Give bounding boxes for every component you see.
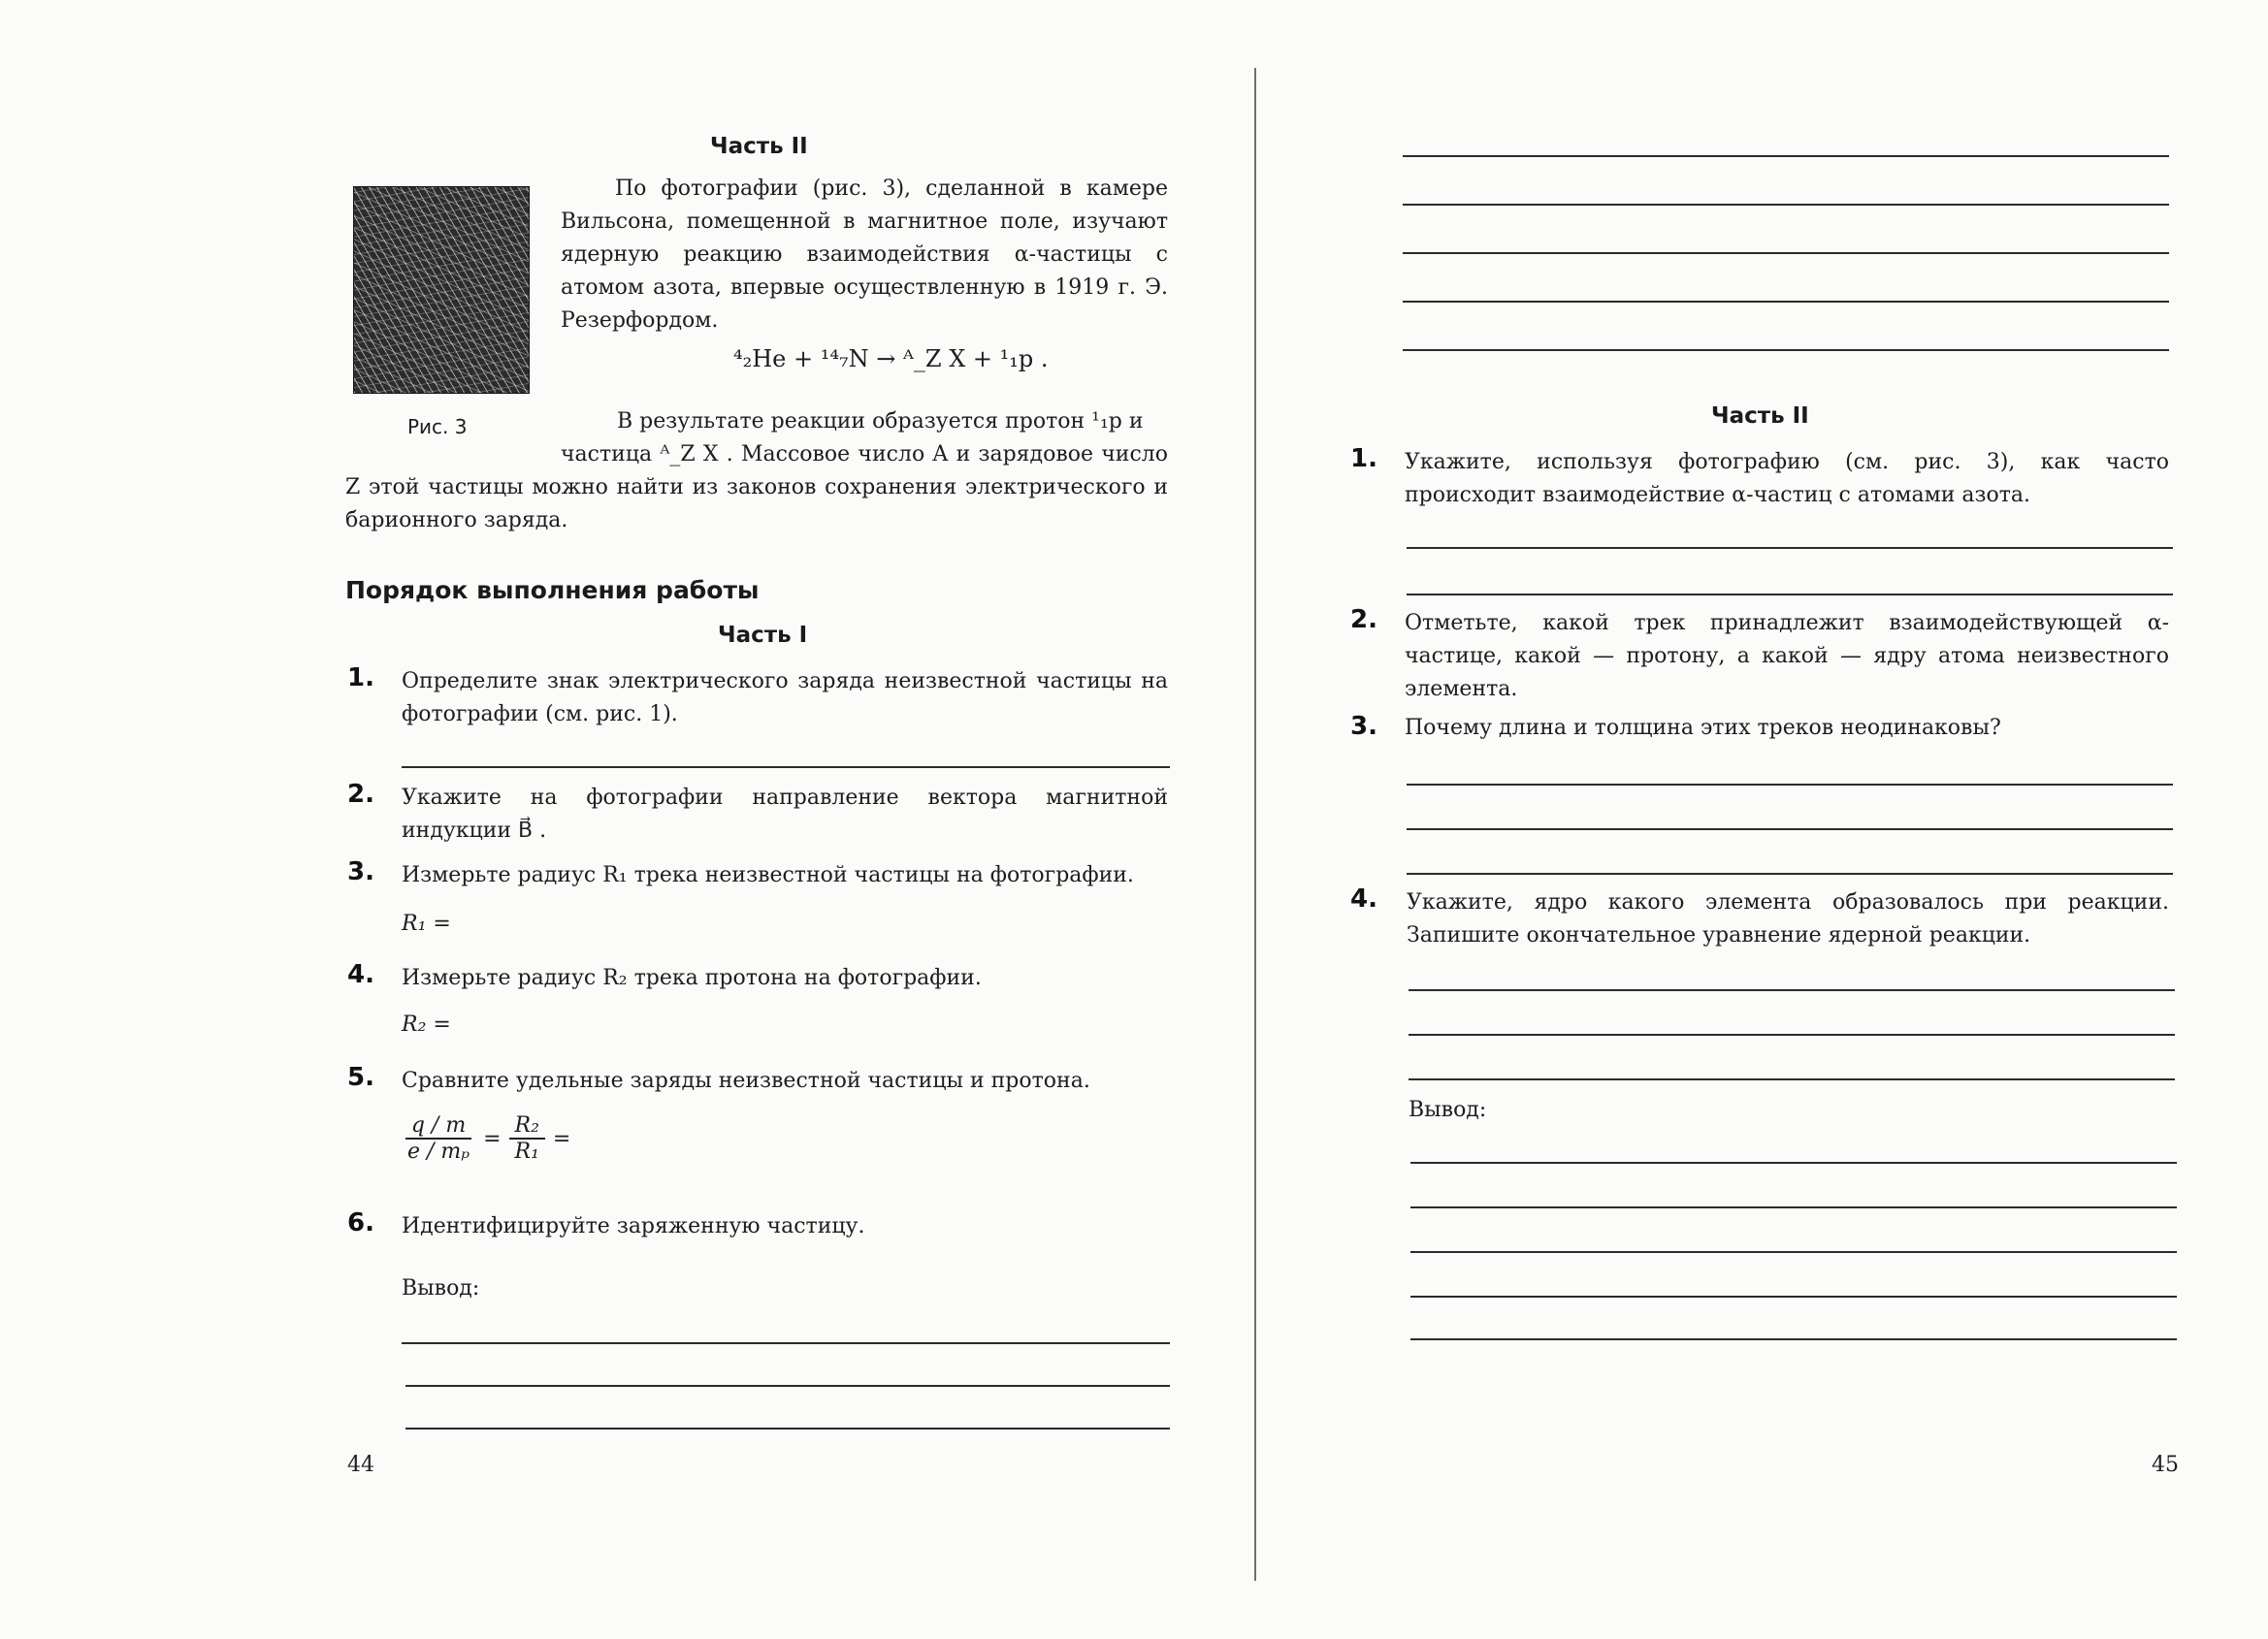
- answer-line: [1409, 1034, 2175, 1036]
- answer-line: [405, 1385, 1170, 1387]
- item-1-text: Укажите, используя фотографию (см. рис. 3), как часто происходит взаимодействие α-частиц с атомами азота.: [1405, 450, 2169, 507]
- equals-sign: =: [483, 1126, 502, 1151]
- item-5-number: 5.: [347, 1063, 374, 1092]
- page-number: 45: [2152, 1453, 2179, 1477]
- intro-paragraph: По фотографии (рис. 3), сделанной в камере Вильсона, помещенной в магнитное поле, изучают ядерную реакцию взаимодействия α-частицы с атомом азота, впервые осуществленную в 1919 г. Э. Резерфордом.: [561, 177, 1168, 333]
- part2-heading: Часть II: [1711, 403, 1809, 429]
- item-2-text: Отметьте, какой трек принадлежит взаимодействующей α-частице, какой — протону, а какой — ядру атома неизвестного элемента.: [1405, 611, 2169, 701]
- answer-line: [1403, 204, 2169, 206]
- item-4-text: Измерьте радиус R₂ трека протона на фотографии.: [402, 966, 982, 990]
- answer-line: [405, 1428, 1170, 1430]
- right-page: [1257, 0, 2268, 1639]
- reaction-equation: ⁴₂He + ¹⁴₇N → ᴬ_Z X + ¹₁p .: [733, 345, 1049, 372]
- radius-ratio-fraction: [509, 1113, 545, 1164]
- charge-ratio-denominator: e / mₚ: [407, 1140, 470, 1164]
- answer-line: [1407, 784, 2173, 786]
- item-2-number: 2.: [347, 780, 374, 809]
- item-4-number: 4.: [347, 960, 374, 989]
- answer-line: [1410, 1338, 2177, 1340]
- conclusion-label: Вывод:: [402, 1276, 480, 1301]
- answer-line: [402, 766, 1170, 768]
- procedure-heading: Порядок выполнения работы: [345, 576, 760, 604]
- item-3-number: 3.: [1350, 712, 1377, 741]
- result-line-1: В результате реакции образуется протон ¹₁p и: [617, 409, 1144, 434]
- answer-line: [1403, 349, 2169, 351]
- item-1-text: Определите знак электрического заряда неизвестной частицы на фотографии (см. рис. 1).: [402, 669, 1168, 726]
- answer-line: [1410, 1206, 2177, 1208]
- part1-heading: Часть I: [718, 623, 808, 648]
- r2-answer-label: R₂ =: [402, 1012, 451, 1037]
- radius-ratio-denominator: R₁: [514, 1140, 539, 1164]
- answer-line: [1407, 547, 2173, 549]
- charge-ratio-fraction: [402, 1113, 475, 1164]
- cloud-chamber-photo: [353, 186, 530, 394]
- item-4-number: 4.: [1350, 884, 1377, 914]
- answer-line: [1407, 873, 2173, 875]
- page-number: 44: [347, 1453, 374, 1477]
- item-3-text: Измерьте радиус R₁ трека неизвестной частицы на фотографии.: [402, 863, 1134, 887]
- part2-heading: Часть II: [710, 134, 808, 159]
- result-paragraph: частица ᴬ_Z X . Массовое число A и зарядовое число Z этой частицы можно найти из законов сохранения электрического и барионного заряда.: [345, 442, 1168, 532]
- item-3-text: Почему длина и толщина этих треков неодинаковы?: [1405, 716, 2001, 740]
- answer-line: [1407, 828, 2173, 830]
- answer-line: [1403, 301, 2169, 303]
- item-6-text: Идентифицируйте заряженную частицу.: [402, 1214, 865, 1238]
- answer-line: [1410, 1162, 2177, 1164]
- item-2-text: Укажите на фотографии направление вектора магнитной индукции B⃗ .: [402, 786, 1168, 843]
- book-spine: [1254, 68, 1256, 1581]
- item-2-number: 2.: [1350, 605, 1377, 634]
- item-4-text: Укажите, ядро какого элемента образовалось при реакции. Запишите окончательное уравнение ядерной реакции.: [1407, 890, 2169, 948]
- figure-caption: Рис. 3: [407, 415, 468, 438]
- answer-line: [1410, 1296, 2177, 1298]
- conclusion-label: Вывод:: [1409, 1098, 1487, 1122]
- equals-sign: =: [552, 1126, 571, 1151]
- item-3-number: 3.: [347, 857, 374, 886]
- answer-line: [1409, 1078, 2175, 1080]
- item-6-number: 6.: [347, 1208, 374, 1237]
- answer-line: [1403, 155, 2169, 157]
- item-1-number: 1.: [347, 663, 374, 692]
- item-1-number: 1.: [1350, 444, 1377, 473]
- radius-ratio-numerator: R₂: [509, 1113, 545, 1140]
- r1-answer-label: R₁ =: [402, 912, 451, 936]
- answer-line: [402, 1342, 1170, 1344]
- charge-ratio-numerator: q / m: [405, 1113, 471, 1140]
- answer-line: [1409, 989, 2175, 991]
- answer-line: [1403, 252, 2169, 254]
- specific-charge-formula: [402, 1113, 570, 1164]
- answer-line: [1407, 594, 2173, 595]
- answer-line: [1410, 1251, 2177, 1253]
- item-5-text: Сравните удельные заряды неизвестной частицы и протона.: [402, 1069, 1090, 1093]
